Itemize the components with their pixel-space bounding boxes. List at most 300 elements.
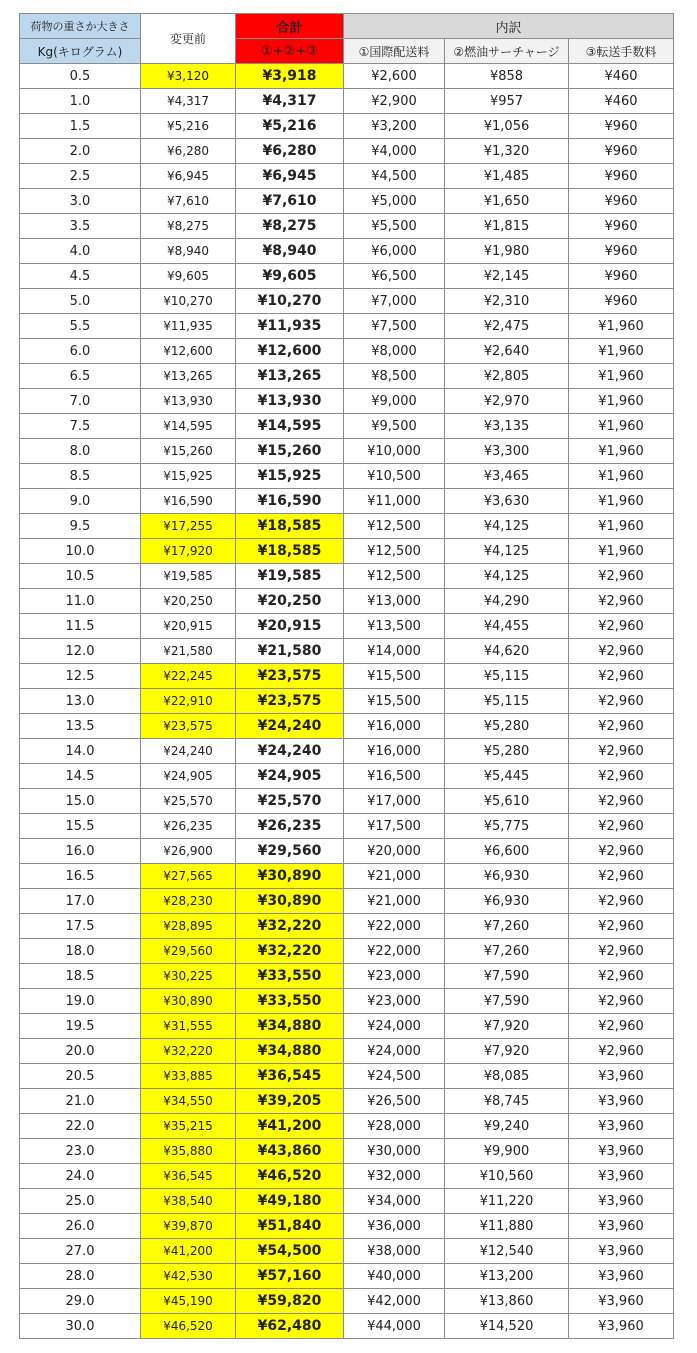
- weight-cell: 9.5: [20, 514, 141, 539]
- table-row: [20, 339, 674, 364]
- total-cell: ¥15,925: [236, 464, 344, 489]
- table-row: [20, 164, 674, 189]
- table-row: [20, 1139, 674, 1164]
- fuel-surcharge-cell: ¥2,805: [445, 364, 569, 389]
- weight-cell: 9.0: [20, 489, 141, 514]
- before-change-cell: ¥6,945: [141, 164, 236, 189]
- intl-shipping-cell: ¥28,000: [344, 1114, 445, 1139]
- intl-shipping-cell: ¥20,000: [344, 839, 445, 864]
- intl-shipping-cell: ¥38,000: [344, 1239, 445, 1264]
- total-cell: ¥32,220: [236, 939, 344, 964]
- weight-cell: 15.5: [20, 814, 141, 839]
- weight-cell: 30.0: [20, 1314, 141, 1339]
- table-row: [20, 939, 674, 964]
- weight-cell: 2.0: [20, 139, 141, 164]
- transfer-fee-cell: ¥3,960: [569, 1264, 674, 1289]
- fuel-surcharge-cell: ¥11,220: [445, 1189, 569, 1214]
- fuel-surcharge-cell: ¥6,600: [445, 839, 569, 864]
- weight-cell: 8.0: [20, 439, 141, 464]
- transfer-fee-cell: ¥2,960: [569, 564, 674, 589]
- intl-shipping-cell: ¥16,000: [344, 714, 445, 739]
- table-row: [20, 1289, 674, 1314]
- transfer-fee-cell: ¥2,960: [569, 864, 674, 889]
- before-change-cell: ¥24,240: [141, 739, 236, 764]
- transfer-fee-cell: ¥3,960: [569, 1239, 674, 1264]
- total-cell: ¥9,605: [236, 264, 344, 289]
- total-cell: ¥36,545: [236, 1064, 344, 1089]
- intl-shipping-cell: ¥34,000: [344, 1189, 445, 1214]
- before-change-cell: ¥20,915: [141, 614, 236, 639]
- transfer-fee-cell: ¥2,960: [569, 764, 674, 789]
- weight-cell: 20.5: [20, 1064, 141, 1089]
- before-change-cell: ¥16,590: [141, 489, 236, 514]
- total-cell: ¥15,260: [236, 439, 344, 464]
- total-cell: ¥49,180: [236, 1189, 344, 1214]
- transfer-fee-cell: ¥3,960: [569, 1314, 674, 1339]
- intl-shipping-cell: ¥24,000: [344, 1039, 445, 1064]
- total-cell: ¥62,480: [236, 1314, 344, 1339]
- before-change-cell: ¥6,280: [141, 139, 236, 164]
- fuel-surcharge-cell: ¥1,320: [445, 139, 569, 164]
- fuel-surcharge-cell: ¥4,620: [445, 639, 569, 664]
- total-cell: ¥6,945: [236, 164, 344, 189]
- weight-cell: 3.5: [20, 214, 141, 239]
- transfer-fee-cell: ¥3,960: [569, 1064, 674, 1089]
- intl-shipping-cell: ¥12,500: [344, 539, 445, 564]
- before-change-cell: ¥42,530: [141, 1264, 236, 1289]
- total-cell: ¥30,890: [236, 889, 344, 914]
- before-change-cell: ¥17,255: [141, 514, 236, 539]
- before-change-cell: ¥22,245: [141, 664, 236, 689]
- weight-cell: 11.5: [20, 614, 141, 639]
- table-row: [20, 439, 674, 464]
- fuel-surcharge-cell: ¥12,540: [445, 1239, 569, 1264]
- total-cell: ¥24,240: [236, 714, 344, 739]
- before-change-cell: ¥22,910: [141, 689, 236, 714]
- weight-cell: 4.0: [20, 239, 141, 264]
- table-row: [20, 739, 674, 764]
- table-row: [20, 364, 674, 389]
- before-change-cell: ¥25,570: [141, 789, 236, 814]
- weight-cell: 5.0: [20, 289, 141, 314]
- table-row: [20, 989, 674, 1014]
- transfer-fee-cell: ¥2,960: [569, 1014, 674, 1039]
- table-row: [20, 1264, 674, 1289]
- fuel-surcharge-cell: ¥7,590: [445, 989, 569, 1014]
- total-cell: ¥41,200: [236, 1114, 344, 1139]
- total-cell: ¥11,935: [236, 314, 344, 339]
- fuel-surcharge-cell: ¥4,125: [445, 539, 569, 564]
- intl-shipping-cell: ¥21,000: [344, 864, 445, 889]
- before-change-cell: ¥20,250: [141, 589, 236, 614]
- table-row: [20, 139, 674, 164]
- fuel-surcharge-cell: ¥8,745: [445, 1089, 569, 1114]
- weight-cell: 23.0: [20, 1139, 141, 1164]
- fuel-surcharge-cell: ¥6,930: [445, 889, 569, 914]
- before-change-cell: ¥28,230: [141, 889, 236, 914]
- intl-shipping-cell: ¥24,500: [344, 1064, 445, 1089]
- table-row: [20, 714, 674, 739]
- weight-cell: 24.0: [20, 1164, 141, 1189]
- fuel-surcharge-cell: ¥3,465: [445, 464, 569, 489]
- fuel-surcharge-cell: ¥4,290: [445, 589, 569, 614]
- intl-shipping-cell: ¥10,000: [344, 439, 445, 464]
- before-change-cell: ¥26,235: [141, 814, 236, 839]
- table-row: [20, 114, 674, 139]
- transfer-fee-cell: ¥1,960: [569, 364, 674, 389]
- total-cell: ¥12,600: [236, 339, 344, 364]
- table-row: [20, 239, 674, 264]
- total-cell: ¥16,590: [236, 489, 344, 514]
- fuel-surcharge-cell: ¥11,880: [445, 1214, 569, 1239]
- intl-shipping-cell: ¥7,000: [344, 289, 445, 314]
- total-cell: ¥20,250: [236, 589, 344, 614]
- total-cell: ¥57,160: [236, 1264, 344, 1289]
- total-cell: ¥54,500: [236, 1239, 344, 1264]
- table-row: [20, 664, 674, 689]
- transfer-fee-cell: ¥960: [569, 139, 674, 164]
- before-change-cell: ¥35,215: [141, 1114, 236, 1139]
- table-header: [20, 14, 674, 64]
- transfer-fee-cell: ¥2,960: [569, 789, 674, 814]
- intl-shipping-cell: ¥17,500: [344, 814, 445, 839]
- header-fuel-surcharge: ②燃油サーチャージ: [445, 39, 569, 64]
- total-cell: ¥34,880: [236, 1014, 344, 1039]
- weight-cell: 21.0: [20, 1089, 141, 1114]
- total-cell: ¥20,915: [236, 614, 344, 639]
- before-change-cell: ¥30,890: [141, 989, 236, 1014]
- intl-shipping-cell: ¥21,000: [344, 889, 445, 914]
- fuel-surcharge-cell: ¥13,200: [445, 1264, 569, 1289]
- transfer-fee-cell: ¥3,960: [569, 1164, 674, 1189]
- fuel-surcharge-cell: ¥1,650: [445, 189, 569, 214]
- fuel-surcharge-cell: ¥9,900: [445, 1139, 569, 1164]
- fuel-surcharge-cell: ¥2,310: [445, 289, 569, 314]
- before-change-cell: ¥35,880: [141, 1139, 236, 1164]
- table-row: [20, 889, 674, 914]
- table-row: [20, 689, 674, 714]
- weight-cell: 27.0: [20, 1239, 141, 1264]
- fuel-surcharge-cell: ¥10,560: [445, 1164, 569, 1189]
- total-cell: ¥32,220: [236, 914, 344, 939]
- transfer-fee-cell: ¥2,960: [569, 614, 674, 639]
- intl-shipping-cell: ¥32,000: [344, 1164, 445, 1189]
- weight-cell: 17.0: [20, 889, 141, 914]
- total-cell: ¥3,918: [236, 64, 344, 89]
- table-row: [20, 1214, 674, 1239]
- intl-shipping-cell: ¥8,000: [344, 339, 445, 364]
- before-change-cell: ¥19,585: [141, 564, 236, 589]
- intl-shipping-cell: ¥5,000: [344, 189, 445, 214]
- transfer-fee-cell: ¥2,960: [569, 639, 674, 664]
- intl-shipping-cell: ¥23,000: [344, 989, 445, 1014]
- intl-shipping-cell: ¥36,000: [344, 1214, 445, 1239]
- before-change-cell: ¥17,920: [141, 539, 236, 564]
- total-cell: ¥5,216: [236, 114, 344, 139]
- fuel-surcharge-cell: ¥1,485: [445, 164, 569, 189]
- transfer-fee-cell: ¥460: [569, 64, 674, 89]
- transfer-fee-cell: ¥2,960: [569, 1039, 674, 1064]
- table-row: [20, 514, 674, 539]
- transfer-fee-cell: ¥1,960: [569, 314, 674, 339]
- total-cell: ¥51,840: [236, 1214, 344, 1239]
- before-change-cell: ¥21,580: [141, 639, 236, 664]
- fuel-surcharge-cell: ¥3,300: [445, 439, 569, 464]
- table-row: [20, 964, 674, 989]
- table-row: [20, 589, 674, 614]
- transfer-fee-cell: ¥2,960: [569, 989, 674, 1014]
- table-row: [20, 1164, 674, 1189]
- weight-cell: 6.5: [20, 364, 141, 389]
- header-before-change: 変更前: [141, 14, 236, 64]
- weight-cell: 19.5: [20, 1014, 141, 1039]
- before-change-cell: ¥45,190: [141, 1289, 236, 1314]
- intl-shipping-cell: ¥4,500: [344, 164, 445, 189]
- fuel-surcharge-cell: ¥1,815: [445, 214, 569, 239]
- weight-cell: 0.5: [20, 64, 141, 89]
- before-change-cell: ¥15,925: [141, 464, 236, 489]
- transfer-fee-cell: ¥960: [569, 214, 674, 239]
- weight-cell: 18.0: [20, 939, 141, 964]
- intl-shipping-cell: ¥14,000: [344, 639, 445, 664]
- table-row: [20, 639, 674, 664]
- fuel-surcharge-cell: ¥2,640: [445, 339, 569, 364]
- total-cell: ¥23,575: [236, 664, 344, 689]
- before-change-cell: ¥5,216: [141, 114, 236, 139]
- transfer-fee-cell: ¥1,960: [569, 339, 674, 364]
- shipping-rate-table-container: [19, 13, 674, 1339]
- before-change-cell: ¥34,550: [141, 1089, 236, 1114]
- before-change-cell: ¥29,560: [141, 939, 236, 964]
- transfer-fee-cell: ¥1,960: [569, 389, 674, 414]
- intl-shipping-cell: ¥6,000: [344, 239, 445, 264]
- intl-shipping-cell: ¥42,000: [344, 1289, 445, 1314]
- weight-cell: 3.0: [20, 189, 141, 214]
- fuel-surcharge-cell: ¥1,980: [445, 239, 569, 264]
- weight-cell: 12.5: [20, 664, 141, 689]
- transfer-fee-cell: ¥2,960: [569, 964, 674, 989]
- table-row: [20, 814, 674, 839]
- total-cell: ¥59,820: [236, 1289, 344, 1314]
- before-change-cell: ¥4,317: [141, 89, 236, 114]
- intl-shipping-cell: ¥13,000: [344, 589, 445, 614]
- total-cell: ¥26,235: [236, 814, 344, 839]
- weight-cell: 8.5: [20, 464, 141, 489]
- intl-shipping-cell: ¥15,500: [344, 689, 445, 714]
- total-cell: ¥14,595: [236, 414, 344, 439]
- weight-cell: 13.5: [20, 714, 141, 739]
- total-cell: ¥24,240: [236, 739, 344, 764]
- fuel-surcharge-cell: ¥2,145: [445, 264, 569, 289]
- table-row: [20, 314, 674, 339]
- weight-cell: 22.0: [20, 1114, 141, 1139]
- weight-cell: 26.0: [20, 1214, 141, 1239]
- intl-shipping-cell: ¥10,500: [344, 464, 445, 489]
- transfer-fee-cell: ¥2,960: [569, 739, 674, 764]
- weight-cell: 11.0: [20, 589, 141, 614]
- before-change-cell: ¥32,220: [141, 1039, 236, 1064]
- table-row: [20, 414, 674, 439]
- intl-shipping-cell: ¥3,200: [344, 114, 445, 139]
- transfer-fee-cell: ¥2,960: [569, 914, 674, 939]
- weight-cell: 10.5: [20, 564, 141, 589]
- weight-cell: 6.0: [20, 339, 141, 364]
- transfer-fee-cell: ¥3,960: [569, 1189, 674, 1214]
- table-row: [20, 1039, 674, 1064]
- total-cell: ¥23,575: [236, 689, 344, 714]
- weight-cell: 15.0: [20, 789, 141, 814]
- fuel-surcharge-cell: ¥13,860: [445, 1289, 569, 1314]
- table-row: [20, 214, 674, 239]
- table-row: [20, 1014, 674, 1039]
- weight-cell: 17.5: [20, 914, 141, 939]
- total-cell: ¥33,550: [236, 989, 344, 1014]
- total-cell: ¥19,585: [236, 564, 344, 589]
- fuel-surcharge-cell: ¥5,115: [445, 689, 569, 714]
- transfer-fee-cell: ¥460: [569, 89, 674, 114]
- header-weight: 荷物の重さか大きさ: [20, 14, 141, 39]
- intl-shipping-cell: ¥16,000: [344, 739, 445, 764]
- intl-shipping-cell: ¥8,500: [344, 364, 445, 389]
- intl-shipping-cell: ¥12,500: [344, 514, 445, 539]
- table-row: [20, 864, 674, 889]
- total-cell: ¥18,585: [236, 514, 344, 539]
- before-change-cell: ¥41,200: [141, 1239, 236, 1264]
- header-breakdown: 内訳: [344, 14, 674, 39]
- table-row: [20, 1189, 674, 1214]
- transfer-fee-cell: ¥3,960: [569, 1139, 674, 1164]
- before-change-cell: ¥23,575: [141, 714, 236, 739]
- intl-shipping-cell: ¥9,000: [344, 389, 445, 414]
- total-cell: ¥8,940: [236, 239, 344, 264]
- total-cell: ¥33,550: [236, 964, 344, 989]
- before-change-cell: ¥12,600: [141, 339, 236, 364]
- intl-shipping-cell: ¥24,000: [344, 1014, 445, 1039]
- before-change-cell: ¥8,275: [141, 214, 236, 239]
- intl-shipping-cell: ¥13,500: [344, 614, 445, 639]
- before-change-cell: ¥31,555: [141, 1014, 236, 1039]
- before-change-cell: ¥27,565: [141, 864, 236, 889]
- transfer-fee-cell: ¥1,960: [569, 539, 674, 564]
- intl-shipping-cell: ¥5,500: [344, 214, 445, 239]
- transfer-fee-cell: ¥960: [569, 264, 674, 289]
- table-row: [20, 914, 674, 939]
- fuel-surcharge-cell: ¥7,260: [445, 939, 569, 964]
- weight-cell: 12.0: [20, 639, 141, 664]
- fuel-surcharge-cell: ¥14,520: [445, 1314, 569, 1339]
- intl-shipping-cell: ¥4,000: [344, 139, 445, 164]
- weight-cell: 7.5: [20, 414, 141, 439]
- weight-cell: 16.5: [20, 864, 141, 889]
- weight-cell: 2.5: [20, 164, 141, 189]
- fuel-surcharge-cell: ¥5,115: [445, 664, 569, 689]
- fuel-surcharge-cell: ¥5,775: [445, 814, 569, 839]
- fuel-surcharge-cell: ¥3,630: [445, 489, 569, 514]
- fuel-surcharge-cell: ¥9,240: [445, 1114, 569, 1139]
- weight-cell: 4.5: [20, 264, 141, 289]
- before-change-cell: ¥46,520: [141, 1314, 236, 1339]
- fuel-surcharge-cell: ¥4,455: [445, 614, 569, 639]
- fuel-surcharge-cell: ¥7,260: [445, 914, 569, 939]
- fuel-surcharge-cell: ¥7,920: [445, 1014, 569, 1039]
- transfer-fee-cell: ¥3,960: [569, 1214, 674, 1239]
- table-row: [20, 614, 674, 639]
- transfer-fee-cell: ¥3,960: [569, 1289, 674, 1314]
- transfer-fee-cell: ¥2,960: [569, 839, 674, 864]
- transfer-fee-cell: ¥2,960: [569, 664, 674, 689]
- header-transfer-fee: ③転送手数料: [569, 39, 674, 64]
- total-cell: ¥39,205: [236, 1089, 344, 1114]
- before-change-cell: ¥7,610: [141, 189, 236, 214]
- table-row: [20, 789, 674, 814]
- before-change-cell: ¥33,885: [141, 1064, 236, 1089]
- before-change-cell: ¥30,225: [141, 964, 236, 989]
- transfer-fee-cell: ¥960: [569, 289, 674, 314]
- weight-cell: 29.0: [20, 1289, 141, 1314]
- table-row: [20, 389, 674, 414]
- transfer-fee-cell: ¥3,960: [569, 1089, 674, 1114]
- before-change-cell: ¥14,595: [141, 414, 236, 439]
- total-cell: ¥21,580: [236, 639, 344, 664]
- table-row: [20, 1239, 674, 1264]
- intl-shipping-cell: ¥23,000: [344, 964, 445, 989]
- transfer-fee-cell: ¥2,960: [569, 689, 674, 714]
- total-cell: ¥43,860: [236, 1139, 344, 1164]
- weight-cell: 14.0: [20, 739, 141, 764]
- table-body: [20, 64, 674, 1339]
- total-cell: ¥7,610: [236, 189, 344, 214]
- intl-shipping-cell: ¥26,500: [344, 1089, 445, 1114]
- total-cell: ¥24,905: [236, 764, 344, 789]
- header-intl-shipping: ①国際配送料: [344, 39, 445, 64]
- weight-cell: 16.0: [20, 839, 141, 864]
- weight-cell: 13.0: [20, 689, 141, 714]
- transfer-fee-cell: ¥2,960: [569, 714, 674, 739]
- weight-cell: 1.5: [20, 114, 141, 139]
- before-change-cell: ¥38,540: [141, 1189, 236, 1214]
- fuel-surcharge-cell: ¥8,085: [445, 1064, 569, 1089]
- table-row: [20, 64, 674, 89]
- before-change-cell: ¥39,870: [141, 1214, 236, 1239]
- transfer-fee-cell: ¥1,960: [569, 414, 674, 439]
- before-change-cell: ¥36,545: [141, 1164, 236, 1189]
- transfer-fee-cell: ¥2,960: [569, 589, 674, 614]
- fuel-surcharge-cell: ¥7,590: [445, 964, 569, 989]
- table-row: [20, 89, 674, 114]
- fuel-surcharge-cell: ¥5,445: [445, 764, 569, 789]
- fuel-surcharge-cell: ¥5,610: [445, 789, 569, 814]
- transfer-fee-cell: ¥960: [569, 239, 674, 264]
- table-row: [20, 539, 674, 564]
- table-row: [20, 264, 674, 289]
- fuel-surcharge-cell: ¥5,280: [445, 739, 569, 764]
- weight-cell: 25.0: [20, 1189, 141, 1214]
- total-cell: ¥25,570: [236, 789, 344, 814]
- weight-cell: 20.0: [20, 1039, 141, 1064]
- weight-cell: 7.0: [20, 389, 141, 414]
- table-row: [20, 489, 674, 514]
- transfer-fee-cell: ¥960: [569, 114, 674, 139]
- transfer-fee-cell: ¥3,960: [569, 1114, 674, 1139]
- shipping-rate-table: [19, 13, 674, 1339]
- before-change-cell: ¥13,930: [141, 389, 236, 414]
- transfer-fee-cell: ¥1,960: [569, 514, 674, 539]
- table-row: [20, 1314, 674, 1339]
- transfer-fee-cell: ¥960: [569, 189, 674, 214]
- weight-cell: 19.0: [20, 989, 141, 1014]
- fuel-surcharge-cell: ¥2,475: [445, 314, 569, 339]
- fuel-surcharge-cell: ¥5,280: [445, 714, 569, 739]
